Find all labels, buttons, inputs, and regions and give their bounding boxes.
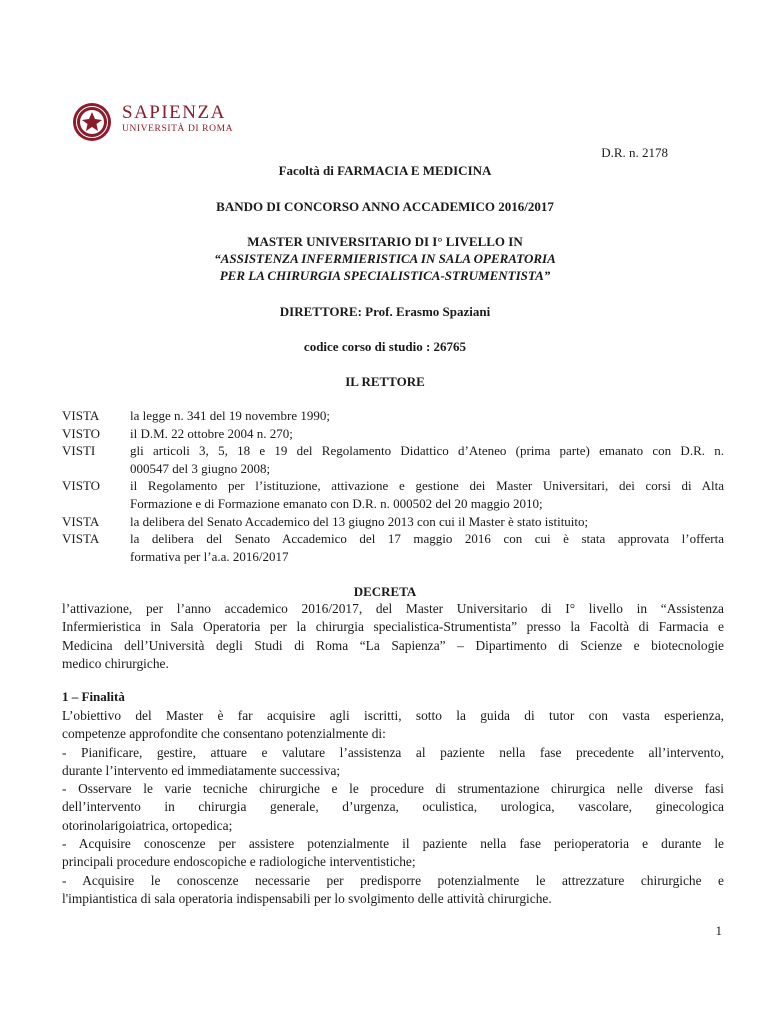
visti-text-line: il D.M. 22 ottobre 2004 n. 270; — [130, 425, 293, 441]
visti-key: VISTA — [62, 531, 100, 547]
paragraph-line: l'impiantistica di sala operatoria indispensabili per lo svolgimento delle attività chirurgiche. — [62, 890, 552, 906]
section-1-heading: 1 – Finalità — [62, 689, 125, 704]
course-code: codice corso di studio : 26765 — [303, 339, 467, 354]
visti-row — [62, 477, 724, 512]
visti-text-line: 000547 del 3 giugno 2008; — [130, 460, 271, 476]
visti-text-line: formativa per l’a.a. 2016/2017 — [130, 548, 289, 564]
visti-text-line: gli articoli 3, 5, 18 e 19 del Regolamento Didattico d’Ateneo (prima parte) emanato con D.R. n. — [130, 443, 724, 459]
paragraph-line: otorinolarigoiatrica, ortopedica; — [62, 817, 233, 833]
visti-key: VISTO — [62, 425, 101, 441]
visti-row — [62, 513, 724, 531]
master-title-line3: PER LA CHIRURGIA SPECIALISTICA-STRUMENTISTA” — [219, 268, 551, 283]
visti-row — [62, 425, 724, 443]
sapienza-seal-icon — [72, 102, 112, 142]
paragraph-line: L’obiettivo del Master è far acquisire agli iscritti, sotto la guida di tutor con vasta esperienza, — [62, 708, 724, 723]
visti-text-line: la legge n. 341 del 19 novembre 1990; — [130, 408, 331, 423]
finalita-paragraph — [62, 707, 724, 908]
sapienza-logo — [72, 102, 232, 142]
visti-row — [62, 530, 724, 565]
decreta-paragraph — [62, 600, 724, 673]
paragraph-line: - Acquisire conoscenze per assistere potenzialmente il paziente nella fase perioperatoria e durante le — [62, 836, 724, 852]
visti-key: VISTI — [62, 443, 96, 459]
master-title-line1: MASTER UNIVERSITARIO DI I° LIVELLO IN — [247, 234, 523, 249]
paragraph-line: medico chirurgiche. — [62, 655, 169, 671]
decree-number: D.R. n. 2178 — [601, 145, 668, 160]
visti-text-line: la delibera del Senato Accademico del 13 giugno 2013 con cui il Master è stato istituito; — [130, 513, 589, 529]
visti-text — [130, 407, 724, 425]
paragraph-line: Medicina dell’Università degli Studi di Roma “La Sapienza” – Dipartimento di Scienze e biotecnologie — [62, 637, 724, 653]
logo-subtitle: UNIVERSITÀ DI ROMA — [122, 124, 234, 134]
visti-text-line: Formazione e di Formazione emanato con D.R. n. 000502 del 20 maggio 2010; — [130, 495, 543, 511]
paragraph-line: competenze approfondite che consentano potenzialmente di: — [62, 726, 386, 742]
visti-text-line: il Regolamento per l’istituzione, attivazione e gestione dei Master Universitari, dei corsi di Alta — [130, 478, 724, 494]
page-number: 1 — [715, 923, 722, 938]
visti-row — [62, 407, 724, 425]
decreta-heading: DECRETA — [353, 584, 417, 599]
paragraph-line: - Pianificare, gestire, attuare e valutare l’assistenza al paziente nella fase precedente all’intervento, — [62, 744, 724, 760]
visti-row — [62, 442, 724, 477]
bando-title: BANDO DI CONCORSO ANNO ACCADEMICO 2016/2017 — [216, 199, 554, 214]
paragraph-line: l’attivazione, per l’anno accademico 2016/2017, del Master Universitario di I° livello in “Assistenza — [62, 601, 724, 616]
visti-key: VISTA — [62, 408, 100, 423]
visti-list — [62, 407, 724, 565]
master-title-line2: “ASSISTENZA INFERMIERISTICA IN SALA OPERATORIA — [214, 251, 556, 266]
visti-text — [130, 442, 724, 477]
paragraph-line: dell’intervento in chirurgia generale, d’urgenza, oculistica, urologica, vascolare, ginecologica — [62, 799, 724, 815]
visti-key: VISTA — [62, 513, 100, 529]
visti-text — [130, 530, 724, 565]
paragraph-line: Infermieristica in Sala Operatoria per la chirurgia specialistica-Strumentista” presso la Facoltà di Farmacia e — [62, 619, 724, 635]
visti-text-line: la delibera del Senato Accademico del 17 maggio 2016 con cui è stata approvata l’offerta — [130, 531, 724, 547]
faculty-title: Facoltà di FARMACIA E MEDICINA — [278, 163, 492, 178]
logo-name: SAPIENZA — [122, 102, 226, 123]
visti-key: VISTO — [62, 478, 101, 494]
visti-text — [130, 477, 724, 512]
visti-text — [130, 513, 724, 531]
visti-text — [130, 425, 724, 443]
paragraph-line: - Osservare le varie tecniche chirurgiche e le procedure di strumentazione chirurgica nelle diverse fasi — [62, 781, 724, 797]
paragraph-line: principali procedure endoscopiche e radiologiche interventistiche; — [62, 854, 416, 870]
paragraph-line: - Acquisire le conoscenze necessarie per predisporre potenzialmente le attrezzature chirurgiche e — [62, 872, 724, 888]
rettore-heading: IL RETTORE — [345, 374, 425, 389]
director-line: DIRETTORE: Prof. Erasmo Spaziani — [279, 304, 491, 319]
paragraph-line: durante l’intervento ed immediatamente successiva; — [62, 762, 341, 778]
